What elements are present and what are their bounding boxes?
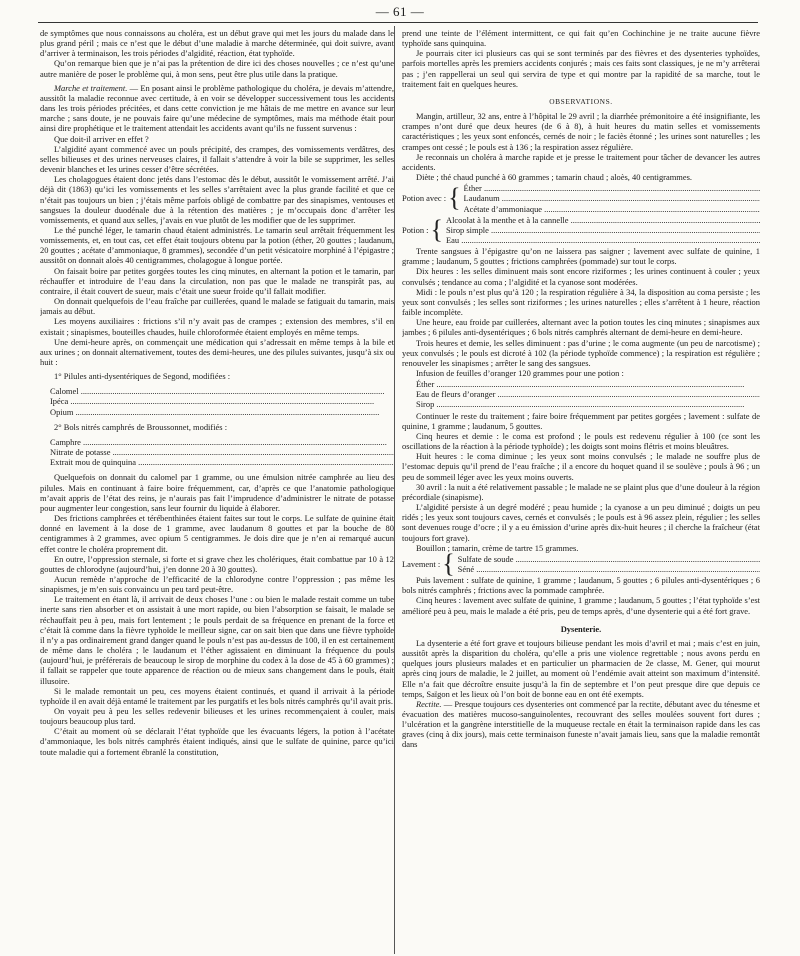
paragraph: Une heure, eau froide par cuillerées, alternant avec la potion toutes les cinq minutes ; sinapismes aux jambes ; 6 pilules anti-dysentériques ; 6 bols nitrés camphrés alternant de demi-heure en demi-heure. bbox=[402, 317, 760, 338]
formula-line: Éther ..... bbox=[464, 183, 760, 193]
paragraph: Je reconnais un choléra à marche rapide et je presse le traitement pour tâcher de devancer les autres accidents. bbox=[402, 151, 760, 172]
paragraph: Marche et traitement. — En posant ainsi le problème pathologique du choléra, je devais m’attendre, aussitôt la maladie reconnue avec certitude, à en voir se développer successivement tous les accidents dans les trois périodes précitées, et dans cette conviction je me hâtais de me mettre en avance sur leur marche ; sans doute, je ne pouvais faire qu’une médecine de symptômes, mais ma méthode était pour ainsi dire prophétique et le traitement attendait les accidents avant qu’ils ne fussent survenus : bbox=[40, 82, 394, 134]
paragraph: Les cholagogues étaient donc jetés dans l’estomac dès le début, aussitôt le vomissement arrêté. J’ai déjà dit (1863) qu’ici les vomissements et les selles s’arrêtaient avec la plus grande facilité et que ce n’était pas toujours un bien ; j’étais même parfois obligé de combattre par des sinapismes, ventouses et sangsues la douleur duodénale due à la rétention des matières ; je m’occupais donc d’arrêter les vomissements, et quand aux selles, j’avais en vue plutôt de les modifier que de les supprimer. bbox=[40, 174, 394, 225]
potion-formula-2 bbox=[402, 215, 760, 245]
formula-label: Potion : bbox=[402, 224, 429, 235]
paragraph: 30 avril : la nuit a été relativement passable ; le malade ne se plaint plus que d’une douleur à la région précordiale (sinapisme). bbox=[402, 481, 760, 502]
paragraph: Cinq heures et demie : le coma est profond ; le pouls est redevenu régulier à 100 (ce sont les oscillations de la réaction à la période typhoïde) ; les doigts sont moins flétris et moins bleuâtres. bbox=[402, 430, 760, 452]
formula-line: Séné ..... bbox=[458, 564, 760, 574]
formula-title: 2° Bols nitrés camphrés de Broussonnet, modifiés : bbox=[54, 421, 228, 432]
page-number: — 61 — bbox=[375, 4, 425, 19]
formula-line: Laudanum ..... bbox=[464, 193, 760, 203]
header-rule bbox=[38, 22, 758, 23]
paragraph: prend une teinte de l’élément intermittent, ce qui fait qu’en Cochinchine je ne traite aucune fièvre typhoïde sans quinquina. bbox=[402, 28, 760, 49]
paragraph: On faisait boire par petites gorgées toutes les cinq minutes, en alternant la potion et le tamarin, par réchauffer et introduire de l’eau dans la circulation, non pas que le malade ne transpirât pas, au contraire, il était couvert de sueur, mais c’était une sueur froide qu’il fallait modifier. bbox=[40, 265, 394, 296]
paragraph: Mangin, artilleur, 32 ans, entre à l’hôpital le 29 avril ; la diarrhée prémonitoire a été insignifiante, les crampes n’ont duré que deux heures (de 6 à 8), à huit heures du matin selles et vomissements caractéristiques ; les yeux sont enfoncés, cernés de noir ; le faciès étonné ; les urines sont naturelles ; les crampes ont cessé ; le pouls est à 136 ; la respiration assez régulière. bbox=[402, 111, 760, 152]
left-column bbox=[40, 28, 394, 953]
section-head: Rectite. bbox=[416, 698, 442, 709]
paragraph: En outre, l’oppression sternale, si forte et si grave chez les cholériques, était combattue par 10 à 12 gouttes de chlorodyne (aujourd’hui, j’en donne 20 à 30 gouttes). bbox=[40, 553, 394, 574]
paragraph: Le traitement en étant là, il arrivait de deux choses l’une : ou bien le malade restait comme un tube inerte sans rien absorber et on assistait à une mort rapide, ou bien l’absorption se faisait, le malade se réchauffait peu à peu, mais fort lentement ; le pouls perdait de sa fréquence en prenant de la force et c’était là comme dans la fièvre typhoïde le meilleur signe, car on sait bien que dans une fièvre typhoïde il n’y a pas ordinairement grand danger quand le pouls n’est pas au-dessus de 100, il en est certainement de même dans le choléra ; le laudanum et l’éther agissaient en diminuant la fréquence du pouls (aujourd’hui, je préférerais de beaucoup le sirop de morphine du codex à la dose de 45 à 60 grammes) ; il fallait se rappeler que toute apparence de réaction ou de mieux sans changement dans le pouls, était illusoire. bbox=[40, 594, 394, 686]
paragraph: On donnait quelquefois de l’eau fraîche par cuillerées, quand le malade se fatiguait du tamarin, mais jamais au début. bbox=[40, 296, 394, 317]
potion-formula-3 bbox=[416, 379, 760, 409]
formula-line: Ipéca ..... bbox=[50, 396, 394, 406]
observations-heading: OBSERVATIONS. bbox=[549, 96, 613, 106]
paragraph: Infusion de feuilles d’oranger 120 grammes pour une potion : bbox=[416, 368, 624, 378]
formula-line: Éther ..... bbox=[416, 379, 760, 389]
formula-line: Nitrate de potasse ..... bbox=[50, 447, 394, 457]
paragraph: Une demi-heure après, on commençait une médication qui s’adressait en même temps à la bile et aux urines ; on donnait alternativement, toutes des demi-heures, une des pilules suivantes, jusqu’à six ou huit : bbox=[40, 336, 394, 367]
formula-line: Acétate d’ammoniaque ..... bbox=[464, 204, 760, 214]
dysenterie-heading: Dysenterie. bbox=[560, 623, 602, 634]
formula-line: Eau ..... bbox=[446, 235, 760, 245]
brace: { bbox=[430, 214, 443, 244]
paragraph: Que doit-il arriver en effet ? bbox=[54, 133, 149, 144]
paragraph: de symptômes que nous connaissons au choléra, est un début grave qui met les jours du malade dans le plus grand péril ; mais ce n’est que le début d’une maladie à marche déterminée, qui doit suivre, avant d’arriver à terminaison, les trois périodes d’algidité, réaction, état typhoïde. bbox=[40, 28, 394, 59]
column-divider bbox=[394, 26, 395, 954]
brace: { bbox=[448, 183, 461, 213]
paragraph: Huit heures : le coma diminue ; les yeux sont moins convulsés ; le malade ne souffre plus de l’estomac depuis qu’il prend de l’eau fraîche ; il a encore du hoquet quand il se soulève ; pouls à 96 ; un peu de sommeil léger avec les yeux moins ouverts. bbox=[402, 451, 760, 482]
paragraph: Trente sangsues à l’épigastre qu’on ne laissera pas saigner ; lavement avec sulfate de quinine, 1 gramme ; laudanum, 5 gouttes ; frictions camphrées (pommade) sur tout le corps. bbox=[402, 246, 760, 267]
paragraph: Le thé punché léger, le tamarin chaud étaient administrés. Le tamarin seul arrêtait fréquemment les vomissements, et, en tout cas, cet effet était toujours obtenu par la potion (éther, 20 gouttes ; laudanum, 20 gouttes ; acétate d’ammoniaque, 8 grammes), secondée d’un petit vésicatoire morphiné à l’épigastre ; aussitôt on donnait aloès 40 centigrammes, cholagogue à longue portée. bbox=[40, 224, 394, 266]
paragraph: Midi : le pouls n’est plus qu’à 120 ; la respiration régulière à 34, la disposition au coma persiste ; les yeux sont convulsés ; les selles sont riziformes ; les urines naturelles ; elles s’arrêtent à 1 heure, réaction faible incomplète. bbox=[402, 286, 760, 318]
formula-line: Eau de fleurs d’oranger ..... bbox=[416, 389, 760, 399]
potion-formula-1 bbox=[402, 183, 760, 213]
paragraph: La dysenterie a été fort grave et toujours bilieuse pendant les mois d’avril et mai ; mais c’est en juin, aussitôt après la disparition du choléra, qu’elle a pris une violence regrettable ; nous avons perdu en quelques jours plusieurs malades et en particulier un pharmacien de 2e classe, M. Gener, qui mourut après cinq jours de maladie, le 2 juillet, au moment où l’endémie avait atteint son maximum d’intensité. Elle n’a fait que décroître ensuite jusqu’à la fin de septembre et l’on peut presque dire que depuis ce temps, Saïgon et les lieux où l’on boit de bonne eau en ont été exempts. bbox=[402, 637, 760, 699]
formula-title: 1° Pilules anti-dysentériques de Segond, modifiées : bbox=[54, 371, 231, 382]
paragraph: Diète ; thé chaud punché à 60 grammes ; tamarin chaud ; aloès, 40 centigrammes. bbox=[416, 172, 692, 183]
formula-line: Camphre ..... bbox=[50, 437, 394, 447]
lavement-formula bbox=[402, 548, 760, 578]
formula-pilules bbox=[50, 386, 270, 416]
right-column bbox=[402, 28, 760, 953]
formula-line: Calomel ..... bbox=[50, 386, 394, 396]
paragraph: L’algidité ayant commencé avec un pouls précipité, des crampes, des vomissements verdâtres, des selles bilieuses et des urines nerveuses claires, il fallait s’attendre à voir la bile se supprimer, les selles devenir blanches et les urines cesser d’être sécrétées. bbox=[40, 143, 394, 175]
paragraph: Qu’on remarque bien que je n’ai pas la prétention de dire ici des choses nouvelles ; ce n’est qu’une autre manière de poser le problème qui, à mon sens, peut être plus utile dans la pratique. bbox=[40, 58, 394, 79]
formula-line: Sirop ..... bbox=[416, 399, 760, 409]
formula-line: Opium ..... bbox=[50, 407, 394, 417]
paragraph: Cinq heures : lavement avec sulfate de quinine, 1 gramme ; laudanum, 5 gouttes ; l’état typhoïde s’est amélioré peu à peu, mais le malade a été pris, peu de temps après, d’une dysenterie qui a été fort grave. bbox=[402, 595, 760, 616]
formula-line: Alcoolat à la menthe et à la cannelle ..... bbox=[446, 215, 760, 225]
paragraph: C’était au moment où se déclarait l’état typhoïde que les évacuants légers, la potion à l’acétate d’ammoniaque, les bols nitrés camphrés étaient indiqués, ainsi que le sulfate de quinine, parce qu’ici toute maladie qui a fortement ébranlé la constitution, bbox=[40, 726, 394, 757]
paragraph: Bouillon ; tamarin, crème de tartre 15 grammes. bbox=[416, 542, 579, 553]
paragraph: Aucun remède n’approche de l’efficacité de la chlorodyne contre l’oppression ; pas même les sinapismes, je m’en suis convaincu un peu tard peut-être. bbox=[40, 573, 394, 595]
formula-line: Sulfate de soude ..... bbox=[458, 554, 760, 564]
paragraph: L’algidité persiste à un degré modéré ; peau humide ; la cyanose a un peu diminué ; doigts un peu ridés ; les yeux sont toujours caves, cernés et convulsés ; le pouls est à 96 assez plein, régulier ; les selles sont devenues rouge d’ocre ; il y a eu émission d’urine après dix-huit heures ; il cherche la fraîcheur (état toujours fort grave). bbox=[402, 502, 760, 543]
brace: { bbox=[442, 548, 455, 578]
paragraph: Des frictions camphrées et térébenthinées étaient faites sur tout le corps. Le sulfate de quinine était donné en lavement à la dose de 1 gramme, avec laudanum 8 gouttes et par la bouche de 80 centigrammes à 2 grammes, avec opium 5 centigrammes. Je dois dire que je n’en ai remarqué aucun effet contre le choléra proprement dit. bbox=[40, 513, 394, 554]
paragraph: On voyait peu à peu les selles redevenir bilieuses et les urines recommençaient à couler, mais toujours beaucoup plus tard. bbox=[40, 706, 394, 727]
formula-line: Extrait mou de quinquina ..... bbox=[50, 457, 394, 467]
paragraph: Les moyens auxiliaires : frictions s’il n’y avait pas de crampes ; extension des membres, s’il en existait ; sinapismes, bouteilles chaudes, huile chloroformée étaient employés en même temps. bbox=[40, 316, 394, 337]
formula-label: Potion avec : bbox=[402, 193, 447, 204]
paragraph: Continuer le reste du traitement ; faire boire fréquemment par petites gorgées ; lavement : sulfate de quinine, 1 gramme ; laudanum, 5 gouttes. bbox=[402, 410, 760, 431]
formula-label: Lavement : bbox=[402, 558, 441, 569]
paragraph: Trois heures et demie, les selles diminuent : pas d’urine ; le coma augmente (un peu de narcotisme) ; yeux convulsés ; le pouls est dicroté à 102 (la période typhoïde commence) ; la respiration est régulière ; renouveler les sinapismes ; arrêter le sang des sangsues. bbox=[402, 337, 760, 368]
paragraph: Quelquefois on donnait du calomel par 1 gramme, ou une émulsion nitrée camphrée au lieu des pilules. Mais en continuant à faire boire fréquemment, car, d’après ce que l’anatomie pathologique m’avait appris de l’état des reins, je n’aurais pas fait l’imprudence d’administrer le nitrate de potasse pour augmenter leur congestion, sans leur fournir du liquide à élaborer. bbox=[40, 472, 394, 513]
paragraph: Rectite. — Presque toujours ces dysenteries ont commencé par la rectite, débutant avec du ténesme et évacuation des matières mucoso-sanguinolentes, recouvrant des selles moulées souvent fort dures ; l’ulcération et la gangrène interstitielle de la muqueuse rectale en était la terminaison rapide dans les cas graves (cinq à dix jours), mais cette terminaison funeste n’avait jamais lieu, sans que la maladie remontât dans bbox=[402, 698, 760, 750]
paragraph: Je pourrais citer ici plusieurs cas qui se sont terminés par des fièvres et des dysenteries typhoïdes, parfois mortelles après les premiers accidents conjurés ; mais ces faits sont classiques, je ne m’y arrêterai pas ; j’en rappellerai un seul qui servira de type et qui montre par la rapidité de sa marche, tout le traitement fait en quelques heures. bbox=[402, 48, 760, 89]
paragraph: Puis lavement : sulfate de quinine, 1 gramme ; laudanum, 5 gouttes ; 6 pilules anti-dysentériques ; 6 bols nitrés camphrés ; frictions avec la pommade camphrée. bbox=[402, 575, 760, 596]
formula-line: Sirop simple ..... bbox=[446, 225, 760, 235]
formula-bols bbox=[50, 437, 270, 467]
section-head: Marche et traitement. bbox=[54, 82, 128, 93]
paragraph: Dix heures : les selles diminuent mais sont encore riziformes ; les urines continuent à couler ; yeux convulsés ; tendance au coma ; l’algidité et la cyanose sont modérées. bbox=[402, 266, 760, 287]
paragraph: Si le malade remontait un peu, ces moyens étaient continués, et quand il arrivait à la période typhoïde il en avait déjà entamé le traitement par les purgatifs et les bols nitrés camphrés qu’il avait pris. bbox=[40, 685, 394, 706]
